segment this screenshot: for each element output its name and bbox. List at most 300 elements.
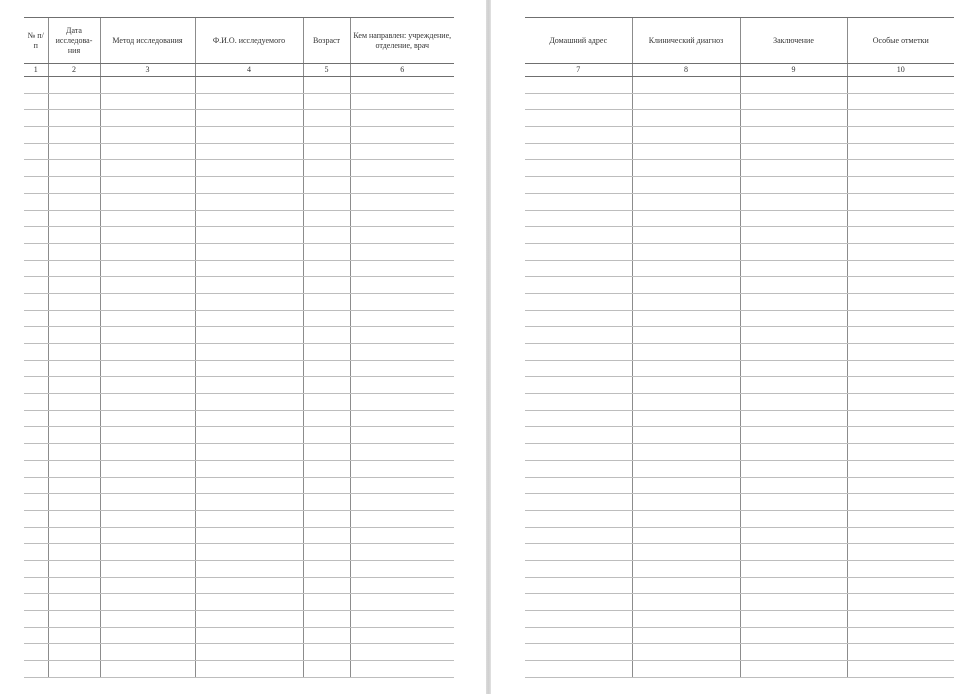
column-number: 6 bbox=[350, 64, 454, 77]
entry-cell bbox=[740, 444, 847, 461]
table-row bbox=[24, 327, 454, 344]
entry-cell bbox=[24, 327, 48, 344]
entry-cell bbox=[847, 210, 954, 227]
entry-cell bbox=[847, 494, 954, 511]
entry-cell bbox=[48, 394, 100, 411]
entry-cell bbox=[48, 210, 100, 227]
entry-cell bbox=[847, 527, 954, 544]
entry-cell bbox=[195, 427, 303, 444]
entry-cell bbox=[24, 227, 48, 244]
entry-cell bbox=[350, 344, 454, 361]
entry-cell bbox=[632, 93, 740, 110]
entry-cell bbox=[525, 310, 632, 327]
entry-cell bbox=[195, 277, 303, 294]
entry-cell bbox=[100, 494, 195, 511]
table-row bbox=[525, 293, 954, 310]
entry-cell bbox=[632, 293, 740, 310]
entry-cell bbox=[24, 243, 48, 260]
table-row bbox=[525, 510, 954, 527]
table-row bbox=[24, 127, 454, 144]
entry-cell bbox=[740, 544, 847, 561]
entry-cell bbox=[48, 577, 100, 594]
table-row bbox=[525, 110, 954, 127]
entry-cell bbox=[303, 394, 350, 411]
table-row bbox=[24, 661, 454, 678]
entry-cell bbox=[632, 143, 740, 160]
entry-cell bbox=[847, 77, 954, 94]
entry-cell bbox=[847, 127, 954, 144]
entry-cell bbox=[847, 560, 954, 577]
entry-cell bbox=[48, 544, 100, 561]
entry-cell bbox=[525, 293, 632, 310]
entry-cell bbox=[350, 644, 454, 661]
entry-cell bbox=[525, 494, 632, 511]
entry-cell bbox=[740, 227, 847, 244]
entry-cell bbox=[24, 577, 48, 594]
entry-cell bbox=[100, 344, 195, 361]
entry-cell bbox=[632, 510, 740, 527]
entry-cell bbox=[740, 527, 847, 544]
entry-cell bbox=[350, 143, 454, 160]
entry-cell bbox=[847, 544, 954, 561]
table-row bbox=[24, 277, 454, 294]
entry-cell bbox=[847, 277, 954, 294]
entry-cell bbox=[847, 260, 954, 277]
entry-cell bbox=[195, 177, 303, 194]
entry-cell bbox=[48, 193, 100, 210]
table-row bbox=[24, 427, 454, 444]
entry-cell bbox=[632, 494, 740, 511]
entry-cell bbox=[303, 77, 350, 94]
table-row bbox=[24, 177, 454, 194]
entry-cell bbox=[100, 410, 195, 427]
table-row bbox=[525, 310, 954, 327]
entry-cell bbox=[350, 560, 454, 577]
table-row bbox=[24, 110, 454, 127]
entry-cell bbox=[195, 110, 303, 127]
table-row bbox=[525, 460, 954, 477]
entry-cell bbox=[632, 644, 740, 661]
entry-cell bbox=[525, 594, 632, 611]
entry-cell bbox=[525, 327, 632, 344]
entry-cell bbox=[740, 243, 847, 260]
entry-cell bbox=[24, 427, 48, 444]
entry-cell bbox=[525, 243, 632, 260]
entry-cell bbox=[303, 510, 350, 527]
entry-cell bbox=[632, 444, 740, 461]
table-row bbox=[525, 527, 954, 544]
entry-cell bbox=[195, 444, 303, 461]
entry-cell bbox=[740, 160, 847, 177]
entry-cell bbox=[847, 110, 954, 127]
entry-cell bbox=[100, 310, 195, 327]
column-number: 10 bbox=[847, 64, 954, 77]
table-row bbox=[525, 577, 954, 594]
entry-cell bbox=[740, 210, 847, 227]
entry-cell bbox=[525, 277, 632, 294]
entry-cell bbox=[350, 661, 454, 678]
entry-cell bbox=[303, 193, 350, 210]
entry-cell bbox=[100, 277, 195, 294]
entry-cell bbox=[100, 243, 195, 260]
table-row bbox=[525, 127, 954, 144]
entry-cell bbox=[303, 110, 350, 127]
column-number: 5 bbox=[303, 64, 350, 77]
entry-cell bbox=[847, 577, 954, 594]
entry-cell bbox=[847, 377, 954, 394]
entry-cell bbox=[303, 577, 350, 594]
entry-cell bbox=[100, 143, 195, 160]
entry-cell bbox=[303, 644, 350, 661]
table-row bbox=[24, 243, 454, 260]
entry-cell bbox=[525, 544, 632, 561]
column-number: 7 bbox=[525, 64, 632, 77]
entry-cell bbox=[24, 260, 48, 277]
entry-cell bbox=[740, 627, 847, 644]
entry-cell bbox=[24, 143, 48, 160]
entry-cell bbox=[350, 544, 454, 561]
entry-cell bbox=[303, 127, 350, 144]
entry-cell bbox=[740, 494, 847, 511]
entry-cell bbox=[48, 227, 100, 244]
table-row bbox=[24, 143, 454, 160]
column-number: 4 bbox=[195, 64, 303, 77]
entry-cell bbox=[847, 143, 954, 160]
entry-cell bbox=[525, 460, 632, 477]
entry-cell bbox=[632, 310, 740, 327]
entry-cell bbox=[303, 277, 350, 294]
entry-cell bbox=[525, 627, 632, 644]
table-row bbox=[525, 327, 954, 344]
entry-cell bbox=[195, 227, 303, 244]
entry-cell bbox=[100, 160, 195, 177]
entry-cell bbox=[740, 344, 847, 361]
entry-cell bbox=[525, 527, 632, 544]
entry-cell bbox=[195, 127, 303, 144]
table-row bbox=[525, 177, 954, 194]
entry-cell bbox=[525, 193, 632, 210]
table-row bbox=[525, 143, 954, 160]
entry-cell bbox=[632, 410, 740, 427]
entry-cell bbox=[847, 177, 954, 194]
entry-cell bbox=[525, 210, 632, 227]
entry-cell bbox=[100, 510, 195, 527]
entry-cell bbox=[847, 477, 954, 494]
entry-cell bbox=[24, 410, 48, 427]
entry-cell bbox=[740, 77, 847, 94]
table-row bbox=[525, 160, 954, 177]
table-row bbox=[24, 293, 454, 310]
entry-cell bbox=[740, 510, 847, 527]
entry-cell bbox=[847, 93, 954, 110]
entry-cell bbox=[24, 360, 48, 377]
entry-cell bbox=[632, 377, 740, 394]
entry-cell bbox=[48, 477, 100, 494]
entry-cell bbox=[24, 460, 48, 477]
entry-cell bbox=[303, 310, 350, 327]
entry-cell bbox=[24, 444, 48, 461]
entry-cell bbox=[525, 644, 632, 661]
entry-cell bbox=[350, 160, 454, 177]
entry-cell bbox=[350, 377, 454, 394]
entry-cell bbox=[48, 494, 100, 511]
entry-cell bbox=[740, 277, 847, 294]
entry-cell bbox=[303, 477, 350, 494]
entry-cell bbox=[100, 177, 195, 194]
entry-cell bbox=[350, 177, 454, 194]
entry-cell bbox=[303, 427, 350, 444]
entry-cell bbox=[740, 560, 847, 577]
table-row bbox=[24, 611, 454, 628]
entry-cell bbox=[48, 427, 100, 444]
entry-cell bbox=[24, 193, 48, 210]
table-row bbox=[525, 260, 954, 277]
entry-cell bbox=[350, 193, 454, 210]
entry-cell bbox=[847, 611, 954, 628]
table-row bbox=[525, 594, 954, 611]
entry-cell bbox=[100, 327, 195, 344]
table-row bbox=[525, 477, 954, 494]
table-row bbox=[24, 394, 454, 411]
entry-cell bbox=[303, 594, 350, 611]
entry-cell bbox=[303, 661, 350, 678]
entry-cell bbox=[525, 477, 632, 494]
entry-cell bbox=[350, 243, 454, 260]
entry-cell bbox=[525, 260, 632, 277]
entry-cell bbox=[525, 560, 632, 577]
table-row bbox=[24, 160, 454, 177]
table-row bbox=[525, 560, 954, 577]
entry-cell bbox=[632, 243, 740, 260]
entry-cell bbox=[48, 277, 100, 294]
entry-cell bbox=[740, 143, 847, 160]
entry-cell bbox=[303, 143, 350, 160]
entry-cell bbox=[350, 477, 454, 494]
entry-cell bbox=[24, 560, 48, 577]
entry-cell bbox=[350, 110, 454, 127]
table-row bbox=[525, 627, 954, 644]
entry-cell bbox=[24, 110, 48, 127]
entry-cell bbox=[195, 527, 303, 544]
table-row bbox=[24, 377, 454, 394]
table-row bbox=[24, 644, 454, 661]
entry-cell bbox=[632, 544, 740, 561]
entry-cell bbox=[632, 210, 740, 227]
column-header-patient-name: Ф.И.О. исследуемого bbox=[195, 18, 303, 64]
entry-cell bbox=[632, 394, 740, 411]
register-table-left bbox=[24, 17, 454, 678]
entry-cell bbox=[195, 460, 303, 477]
entry-cell bbox=[195, 544, 303, 561]
entry-cell bbox=[350, 360, 454, 377]
column-header-special-notes: Особые отметки bbox=[847, 18, 954, 64]
entry-cell bbox=[100, 394, 195, 411]
entry-cell bbox=[24, 93, 48, 110]
entry-cell bbox=[350, 227, 454, 244]
entry-cell bbox=[632, 477, 740, 494]
entry-cell bbox=[525, 377, 632, 394]
table-row bbox=[525, 444, 954, 461]
entry-cell bbox=[48, 310, 100, 327]
entry-cell bbox=[847, 644, 954, 661]
entry-cell bbox=[48, 627, 100, 644]
entry-cell bbox=[350, 611, 454, 628]
table-row bbox=[525, 394, 954, 411]
column-header-age: Возраст bbox=[303, 18, 350, 64]
entry-cell bbox=[350, 527, 454, 544]
entry-cell bbox=[350, 444, 454, 461]
entry-cell bbox=[632, 227, 740, 244]
table-row bbox=[24, 560, 454, 577]
entry-cell bbox=[48, 177, 100, 194]
entry-cell bbox=[847, 460, 954, 477]
entry-cell bbox=[100, 611, 195, 628]
entry-cell bbox=[350, 210, 454, 227]
table-row bbox=[525, 93, 954, 110]
entry-cell bbox=[195, 93, 303, 110]
column-number: 3 bbox=[100, 64, 195, 77]
entry-cell bbox=[303, 93, 350, 110]
table-row bbox=[525, 227, 954, 244]
entry-cell bbox=[100, 260, 195, 277]
entry-cell bbox=[195, 360, 303, 377]
entry-cell bbox=[48, 644, 100, 661]
entry-cell bbox=[740, 293, 847, 310]
entry-cell bbox=[847, 627, 954, 644]
column-header-conclusion: Заключение bbox=[740, 18, 847, 64]
entry-cell bbox=[740, 644, 847, 661]
table-row bbox=[525, 377, 954, 394]
entry-cell bbox=[24, 644, 48, 661]
entry-cell bbox=[24, 310, 48, 327]
entry-cell bbox=[303, 544, 350, 561]
entry-cell bbox=[48, 327, 100, 344]
entry-cell bbox=[847, 293, 954, 310]
entry-cell bbox=[303, 293, 350, 310]
entry-cell bbox=[632, 344, 740, 361]
entry-cell bbox=[632, 277, 740, 294]
table-row bbox=[525, 494, 954, 511]
table-row bbox=[24, 310, 454, 327]
table-row bbox=[24, 494, 454, 511]
entry-cell bbox=[48, 560, 100, 577]
entry-cell bbox=[847, 410, 954, 427]
entry-cell bbox=[24, 611, 48, 628]
entry-cell bbox=[48, 77, 100, 94]
right-page bbox=[491, 0, 979, 694]
table-row bbox=[24, 410, 454, 427]
entry-cell bbox=[100, 127, 195, 144]
entry-cell bbox=[100, 661, 195, 678]
entry-cell bbox=[48, 110, 100, 127]
entry-cell bbox=[303, 177, 350, 194]
entry-cell bbox=[632, 611, 740, 628]
entry-cell bbox=[740, 594, 847, 611]
entry-cell bbox=[195, 594, 303, 611]
entry-cell bbox=[24, 510, 48, 527]
header-row bbox=[525, 18, 954, 64]
entry-cell bbox=[350, 127, 454, 144]
entry-cell bbox=[100, 93, 195, 110]
entry-cell bbox=[740, 410, 847, 427]
entry-cell bbox=[100, 210, 195, 227]
entry-cell bbox=[48, 93, 100, 110]
entry-cell bbox=[740, 260, 847, 277]
table-row bbox=[525, 427, 954, 444]
entry-cell bbox=[195, 327, 303, 344]
entry-cell bbox=[847, 394, 954, 411]
column-header-clinical-diagnosis: Клинический диагноз bbox=[632, 18, 740, 64]
entry-cell bbox=[195, 260, 303, 277]
entry-cell bbox=[525, 344, 632, 361]
entry-cell bbox=[48, 527, 100, 544]
entry-cell bbox=[24, 527, 48, 544]
entry-cell bbox=[350, 77, 454, 94]
entry-cell bbox=[350, 310, 454, 327]
entry-cell bbox=[847, 243, 954, 260]
table-row bbox=[24, 510, 454, 527]
entry-cell bbox=[350, 577, 454, 594]
entry-cell bbox=[195, 77, 303, 94]
entry-cell bbox=[350, 427, 454, 444]
entry-cell bbox=[847, 310, 954, 327]
entry-cell bbox=[632, 427, 740, 444]
entry-cell bbox=[525, 577, 632, 594]
entry-cell bbox=[303, 527, 350, 544]
entry-cell bbox=[24, 544, 48, 561]
entry-cell bbox=[847, 510, 954, 527]
entry-cell bbox=[100, 644, 195, 661]
table-row bbox=[525, 644, 954, 661]
entry-cell bbox=[525, 360, 632, 377]
table-row bbox=[525, 193, 954, 210]
table-row bbox=[525, 243, 954, 260]
entry-cell bbox=[195, 310, 303, 327]
entry-cell bbox=[100, 460, 195, 477]
entry-cell bbox=[350, 260, 454, 277]
entry-cell bbox=[632, 577, 740, 594]
entry-cell bbox=[195, 494, 303, 511]
entry-cell bbox=[24, 160, 48, 177]
entry-cell bbox=[740, 377, 847, 394]
entry-cell bbox=[24, 627, 48, 644]
entry-cell bbox=[525, 510, 632, 527]
entry-cell bbox=[48, 510, 100, 527]
entry-cell bbox=[303, 560, 350, 577]
entry-cell bbox=[740, 93, 847, 110]
entry-cell bbox=[525, 77, 632, 94]
entry-cell bbox=[632, 260, 740, 277]
table-row bbox=[24, 444, 454, 461]
entry-cell bbox=[100, 110, 195, 127]
table-row bbox=[24, 577, 454, 594]
table-row bbox=[24, 627, 454, 644]
entry-cell bbox=[303, 227, 350, 244]
table-row bbox=[24, 477, 454, 494]
entry-cell bbox=[847, 594, 954, 611]
entry-cell bbox=[303, 344, 350, 361]
entry-cell bbox=[847, 444, 954, 461]
entry-cell bbox=[847, 661, 954, 678]
entry-cell bbox=[525, 110, 632, 127]
entry-cell bbox=[100, 577, 195, 594]
table-row bbox=[525, 410, 954, 427]
entry-cell bbox=[100, 544, 195, 561]
entry-cell bbox=[48, 444, 100, 461]
table-row bbox=[24, 93, 454, 110]
entry-cell bbox=[24, 661, 48, 678]
entry-cell bbox=[24, 594, 48, 611]
